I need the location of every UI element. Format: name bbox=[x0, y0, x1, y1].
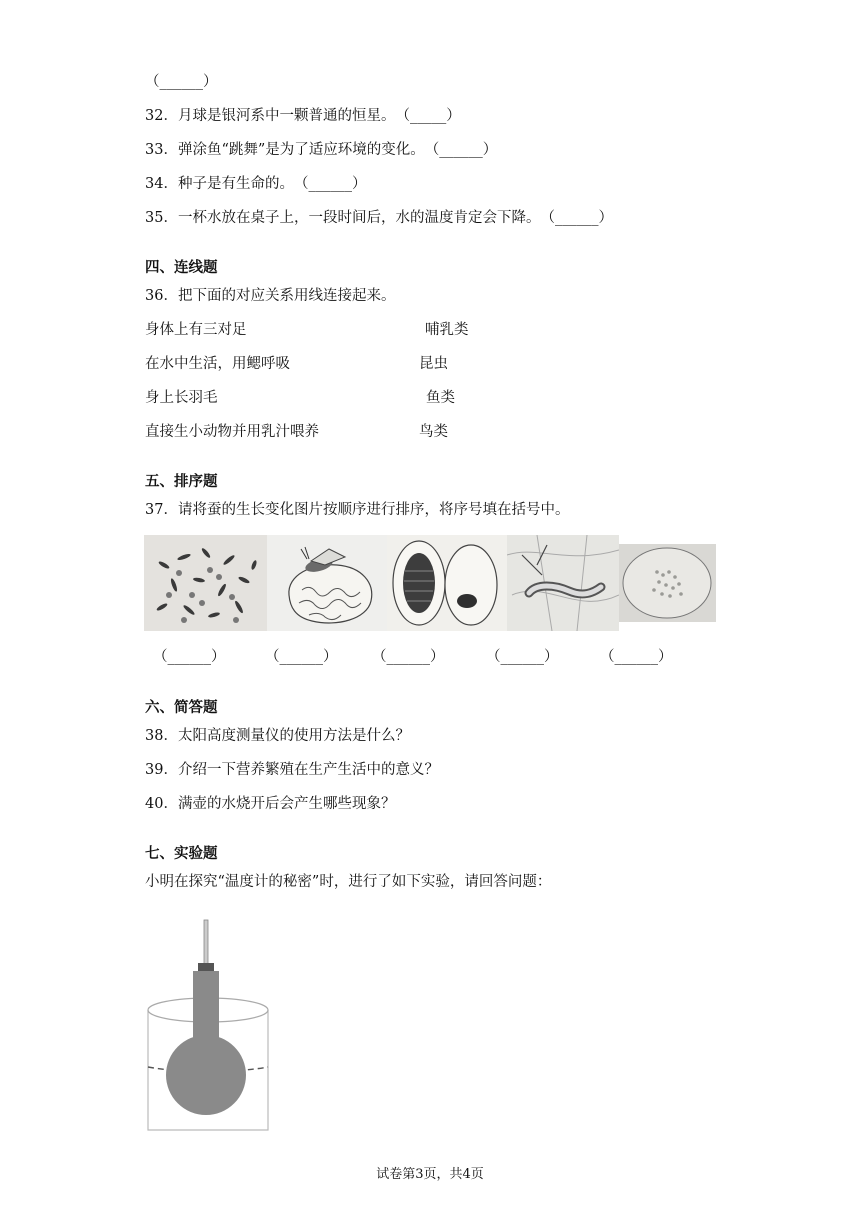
question-38: 38．太阳高度测量仪的使用方法是什么？ bbox=[145, 728, 410, 744]
answer-blank: （______） bbox=[293, 176, 367, 192]
question-35 bbox=[145, 208, 613, 228]
section-heading-ordering: 五、排序题 bbox=[145, 474, 218, 490]
match-left-item: 身体上有三对足 bbox=[145, 322, 247, 338]
answer-blank: （_____） bbox=[395, 108, 461, 124]
order-answer-blank: （______） bbox=[265, 649, 338, 665]
match-right-item: 鱼类 bbox=[426, 390, 455, 406]
match-right-item: 昆虫 bbox=[419, 356, 448, 372]
question-36: 36．把下面的对应关系用线连接起来。 bbox=[145, 288, 396, 304]
question-text: 一杯水放在桌子上，一段时间后，水的温度肯定会下降。 bbox=[177, 210, 541, 226]
order-answer-blank: （______） bbox=[600, 649, 673, 665]
question-37: 37．请将蚕的生长变化图片按顺序进行排序，将序号填在括号中。 bbox=[145, 502, 570, 518]
thermometer-experiment-image bbox=[140, 915, 280, 1140]
question-34 bbox=[145, 174, 366, 194]
section-heading-experiment: 七、实验题 bbox=[145, 846, 218, 862]
order-answer-blank: （______） bbox=[486, 649, 559, 665]
silkworm-pupa-in-cocoon-image bbox=[387, 535, 507, 631]
order-answer-blank: （______） bbox=[153, 649, 226, 665]
match-left-item: 身上长羽毛 bbox=[145, 390, 218, 406]
order-answer-blank: （______） bbox=[372, 649, 445, 665]
question-40: 40．满壶的水烧开后会产生哪些现象？ bbox=[145, 796, 396, 812]
q31-answer-blank: （______） bbox=[145, 74, 218, 90]
silkworm-moth-on-cocoon-image bbox=[267, 535, 387, 631]
match-left-item: 在水中生活，用鳃呼吸 bbox=[145, 356, 290, 372]
question-39: 39．介绍一下营养繁殖在生产生活中的意义？ bbox=[145, 762, 439, 778]
question-number: 35． bbox=[145, 210, 178, 226]
question-text: 月球是银河系中一颗普通的恒星。 bbox=[177, 108, 396, 124]
section-heading-short-answer: 六、简答题 bbox=[145, 700, 218, 716]
question-number: 34． bbox=[145, 176, 178, 192]
answer-blank: （______） bbox=[424, 142, 498, 158]
match-right-item: 哺乳类 bbox=[425, 322, 469, 338]
question-text: 弹涂鱼“跳舞”是为了适应环境的变化。 bbox=[177, 142, 425, 158]
page-footer: 试卷第3页，共4页 bbox=[376, 1167, 484, 1182]
question-number: 32． bbox=[145, 108, 178, 124]
question-text: 种子是有生命的。 bbox=[177, 176, 294, 192]
question-33 bbox=[145, 140, 497, 160]
question-32 bbox=[145, 106, 461, 126]
silkworm-eggs-on-paper-image bbox=[619, 544, 716, 622]
answer-blank: （______） bbox=[540, 210, 613, 226]
question-number: 33． bbox=[145, 142, 178, 158]
match-left-item: 直接生小动物并用乳汁喂养 bbox=[145, 424, 319, 440]
experiment-intro: 小明在探究“温度计的秘密”时，进行了如下实验，请回答问题： bbox=[145, 874, 552, 890]
silkworm-larva-on-leaf-image bbox=[507, 535, 619, 631]
section-heading-matching: 四、连线题 bbox=[145, 260, 218, 276]
silkworm-eggs-and-larvae-image bbox=[144, 535, 267, 631]
match-right-item: 鸟类 bbox=[419, 424, 448, 440]
